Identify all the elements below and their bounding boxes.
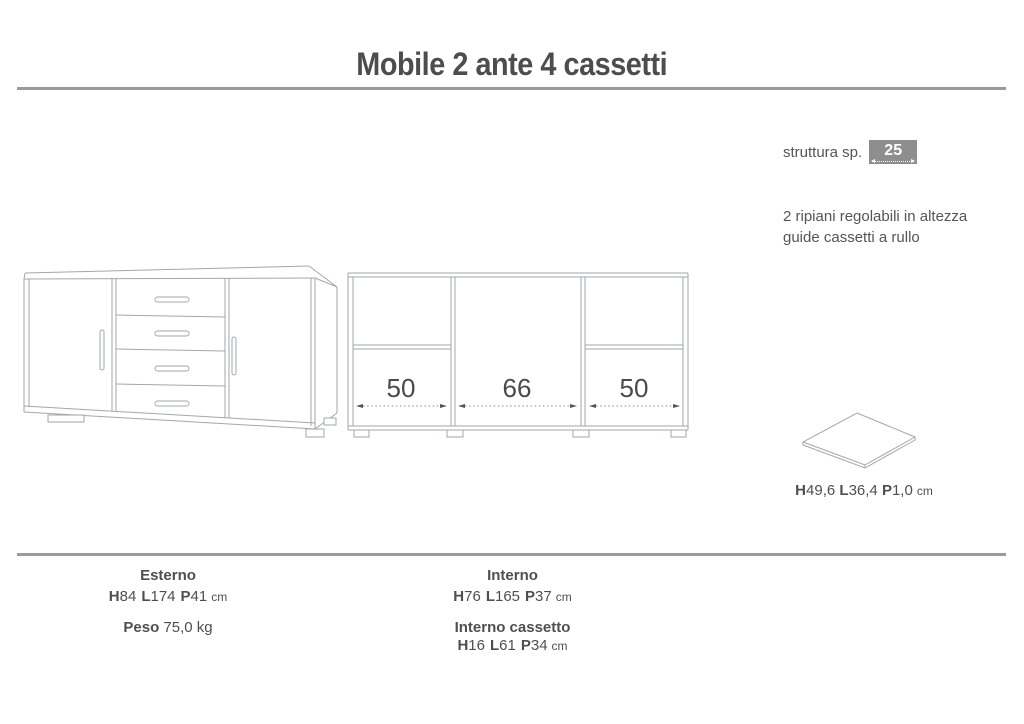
bottom-divider-line	[17, 553, 1006, 556]
shelf-panel-dimensions	[784, 482, 944, 499]
interno-title: Interno	[487, 567, 538, 584]
top-divider-line	[17, 87, 1006, 90]
shelf-h-label: H	[795, 482, 807, 499]
drawer-handles	[155, 297, 189, 406]
struttura-label: struttura sp.	[783, 143, 863, 161]
peso-label: Peso	[123, 619, 160, 636]
dimension-label-center: 66	[502, 373, 532, 403]
badge-dimension-arrows	[872, 161, 914, 162]
cabinet-feet	[354, 430, 686, 437]
adjustable-shelves	[353, 345, 683, 349]
cabinet-3d-drawing	[14, 260, 346, 446]
shelf-p-value: 1,0	[891, 482, 913, 499]
shelf-h-value: 49,6	[806, 482, 836, 499]
shelf-l-label: L	[839, 482, 849, 499]
page-title: Mobile 2 ante 4 cassetti	[356, 46, 668, 82]
struttura-value-badge	[869, 140, 917, 181]
dimension-label-right: 50	[619, 373, 649, 403]
shelf-l-value: 36,4	[848, 482, 878, 499]
shelf-panel-drawing	[796, 406, 922, 474]
interno-dimensions: H76 L165 P37 cm	[453, 588, 572, 605]
peso-value: 75,0 kg	[163, 619, 213, 636]
feature-notes	[783, 206, 967, 248]
dimension-lines	[356, 404, 680, 408]
peso-line	[58, 619, 278, 636]
struttura-value: 25 mm	[878, 142, 908, 181]
esterno-title: Esterno	[140, 567, 196, 584]
struttura-row	[783, 140, 917, 181]
dimension-label-left: 50	[386, 373, 416, 403]
shelf-unit: cm	[916, 484, 933, 498]
interno-block	[400, 567, 625, 654]
cabinet-feet	[48, 415, 336, 437]
esterno-dimensions: H84 L174 P41 cm	[108, 588, 228, 605]
cabinet-front-drawing	[344, 264, 696, 444]
interno-cassetto-title: Interno cassetto	[454, 619, 571, 636]
note-line-2: guide cassetti a rullo	[783, 229, 920, 246]
esterno-block	[58, 567, 278, 636]
shelf-p-label: P	[881, 482, 892, 499]
page-title-wrap	[0, 46, 1024, 83]
note-line-1: 2 ripiani regolabili in altezza	[783, 208, 968, 225]
interno-cassetto-dimensions: H16 L61 P34 cm	[457, 637, 568, 654]
